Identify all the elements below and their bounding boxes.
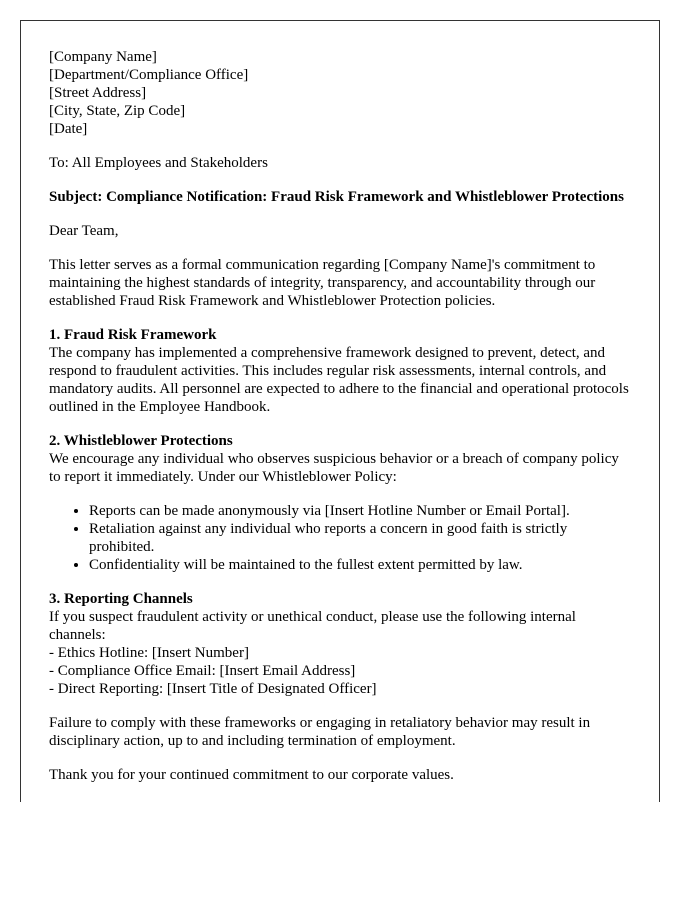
section-heading: 1. Fraud Risk Framework [49, 327, 217, 343]
section-heading: 2. Whistleblower Protections [49, 433, 233, 449]
channel-item: - Ethics Hotline: [Insert Number] [49, 645, 249, 661]
list-item: • Reports can be made anonymously via [Insert Hotline Number or Email Portal]. [89, 502, 631, 520]
salutation: Dear Team, [49, 223, 119, 239]
closing-paragraph: Thank you for your continued commitment to our corporate values. [49, 767, 454, 783]
channel-item: - Compliance Office Email: [Insert Email Address] [49, 663, 356, 679]
recipient: To: All Employees and Stakeholders [49, 155, 268, 171]
department: [Department/Compliance Office] [49, 67, 249, 83]
street-address: [Street Address] [49, 85, 147, 101]
whistleblower-bullets [49, 502, 631, 574]
list-item: • Confidentiality will be maintained to the fullest extent permitted by law. [89, 556, 631, 574]
warning-paragraph: Failure to comply with these frameworks or engaging in retaliatory behavior may result in disciplinary action, up to and including termination of employment. [49, 715, 591, 749]
section-reporting-channels [49, 590, 631, 698]
intro-paragraph: This letter serves as a formal communication regarding [Company Name]'s commitment to maintaining the highest standards of integrity, transparency, and accountability through our established Fraud Risk Framework and Whistleblower Protection policies. [49, 257, 596, 309]
section-fraud-risk [49, 326, 631, 416]
subject-line: Subject: Compliance Notification: Fraud Risk Framework and Whistleblower Protections [49, 189, 624, 205]
letter-page [20, 20, 660, 802]
sender-address [49, 48, 631, 138]
section-whistleblower [49, 432, 631, 486]
section-body: We encourage any individual who observes suspicious behavior or a breach of company policy to report it immediately. Under our Whistleblower Policy: [49, 451, 619, 485]
list-item: • Retaliation against any individual who reports a concern in good faith is strictly prohibited. [89, 520, 631, 556]
section-body: If you suspect fraudulent activity or unethical conduct, please use the following internal channels: [49, 609, 576, 643]
section-heading: 3. Reporting Channels [49, 591, 193, 607]
date: [Date] [49, 121, 88, 137]
company-name: [Company Name] [49, 49, 157, 65]
city-state-zip: [City, State, Zip Code] [49, 103, 186, 119]
channel-item: - Direct Reporting: [Insert Title of Designated Officer] [49, 681, 377, 697]
section-body: The company has implemented a comprehensive framework designed to prevent, detect, and respond to fraudulent activities. This includes regular risk assessments, internal controls, and mandatory audits. All personnel are expected to adhere to the financial and operational protocols outlined in the Employee Handbook. [49, 345, 629, 415]
